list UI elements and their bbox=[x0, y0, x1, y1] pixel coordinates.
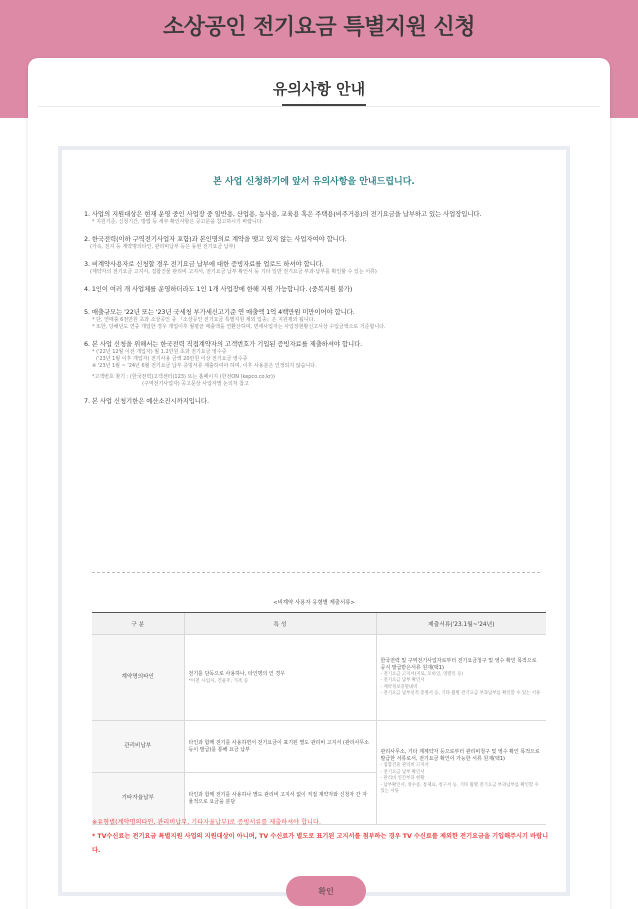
notice-item-4: 4. 1인이 여러 개 사업체를 운영하더라도 1인 1개 사업장에 한해 지원 가능합니다. (중복지원 불가) bbox=[84, 285, 353, 293]
row-type: 계약명의타인 bbox=[92, 635, 184, 721]
warning-text bbox=[92, 816, 552, 858]
table-row bbox=[92, 721, 546, 773]
row-trait: 타인과 함께 전기를 사용하면서 전기요금이 표기된 별도 관리비 고지서 (관리사무소 등이 발급)를 통해 요금 납부 bbox=[184, 721, 376, 773]
notice-item-6: 6. 본 사업 신청을 위해서는 한국전력 직접계약자의 고객번호가 기입된 증빙자료를 제출하셔야 합니다. * ('22년 12월 이전 개업자) 월 1.2만원 초과 전기요금 영수증 ('23년 1월 이후 개업자) 전기사용 금액 20만원 이상 전기요금 영수증 ※ '23년 1월 ~ '24년 6월 전기요금 납부 증빙서류 제출하여야 하며, 이후 사용분은 인정되지 않습니다. *고객번호 찾기 : (한국전력)고객센터(123) 또는 홈페이지 (한전ON (kepco.co.kr)) (구역전기사업자) 공고문상 사업자별 논의처 참고 bbox=[84, 340, 363, 387]
row-trait: 전기를 단독으로 사용하나, 타인명의 인 경우 *이전 사업자, 건물주, 가족 등 bbox=[184, 635, 376, 721]
warning-line-2: * TV수신료는 전기요금 특별지원 사업의 지원대상이 아니며, TV 수신료가 별도로 표기된 고지서를 첨부하는 경우 TV 수신료를 제외한 전기요금을 기입해주시기 바랍니다. bbox=[92, 833, 549, 854]
section-title: 유의사항 안내 bbox=[272, 80, 366, 98]
table-row bbox=[92, 635, 546, 721]
notice-item-5: 5. 매출규모는 '22년 또는 '23년 국세청 부가세신고기준 연 매출액 1억 4백만원 미만이어야 합니다. * 단, 연매출 6천만원 초과 소상공인 중 『소상공인 전기요금 특별지원 제외 업종』은 지원제외 됩니다. * 또한, 당해년도 연중 개업한 경우 개업이후 월평균 매출액을 연환산하며, 면세사업자는 사업장현황신고서상 수입금액으로 기준합니다. bbox=[84, 308, 386, 330]
row-docs: 관리사무소, 기타 계계약자 등으로부터 관리비청구 및 영수 확인 목적으로 발급한 서류로서, 전기요금 확인이 가능한 서류 원재(택1) - 집합건물 관리비 고지서 - 전기요금 납부 확인서 - 관리비 연간부과 현황 - 납부확인서, 영수증, 통제표, 청구서 등, 기타 월별 전기요금 부과납부를 확인할 수 있는 서류 bbox=[376, 721, 546, 825]
notice-card bbox=[28, 58, 610, 909]
divider bbox=[38, 106, 600, 107]
table-header: 구 분 bbox=[92, 613, 184, 635]
notice-item-7: 7. 본 사업 신청기한은 예산소진시까지입니다. bbox=[84, 397, 209, 405]
row-trait: 타인과 함께 전기를 사용하나 별도 관리비 고지서 없이 직접 계약자와 신청자 간 자율적으로 요금을 분담 bbox=[184, 773, 376, 825]
table-header-row bbox=[92, 613, 546, 635]
row-type: 기타자율납부 bbox=[92, 773, 184, 825]
dashed-divider bbox=[92, 572, 540, 573]
notice-item-3: 3. 비계약사용자로 신청할 경우 전기요금 납부에 대한 증빙자료를 업로드 하셔야 합니다. (계약자의 전기요금 고지서, 집합건물 관리비 고지서, 전기요금 납부 확인서 등 기타 일반 전기요금 부과·납부를 확인할 수 있는 서류) bbox=[84, 260, 377, 275]
table-caption: <비계약 사용자 유형별 제출서류> bbox=[273, 600, 355, 606]
page-title: 소상공인 전기요금 특별지원 신청 bbox=[162, 15, 475, 40]
title-underline bbox=[282, 104, 366, 106]
confirm-button[interactable]: 확인 bbox=[286, 876, 366, 906]
notice-item-1: 1. 사업의 지원대상은 현재 운영 중인 사업장 중 일반용, 산업용, 농사용, 교육용 혹은 주택용(비주거용)의 전기요금을 납부하고 있는 사업장입니다. * 지원기준, 신청기간, 방법 등 세부 확인사항은 공고문을 참고하시기 바랍니다. bbox=[84, 210, 482, 225]
notice-item-2: 2. 한국전력(이하 구역전기사업자 포함)과 본인명의로 계약을 맺고 있지 않는 사업자여야 합니다. (가속, 친지 등 계약명의타인, 관리비납부 등은 동현 전기요금 납부) bbox=[84, 235, 347, 250]
row-docs: 한국전력 및 구역전기사업자로부터 전기요금청구 및 영수 확인 목적으로 공식 발급받은서류 원재(택1) - 전기요금 고지서(지로, 모바일, 영렬특 등) - 전기요금 납부 확인서 - 계약정보증명내역 - 전기요금 납부실적 증명서 등, 기타 월별 전기요금 부과납부를 확인할 수 있는 서류 bbox=[376, 635, 546, 721]
table-header: 특 성 bbox=[184, 613, 376, 635]
warning-line-1: ※유형별(계약명의타인, 관리비납부, 기타자율납부)로 증빙서류를 제출하셔야 합니다. bbox=[92, 819, 321, 826]
notice-list bbox=[84, 210, 554, 415]
documents-table bbox=[92, 612, 546, 825]
notice-intro: 본 사업 신청하기에 앞서 유의사항을 안내드립니다. bbox=[213, 177, 415, 187]
row-type: 관리비납부 bbox=[92, 721, 184, 773]
notice-box[interactable] bbox=[58, 146, 570, 896]
table-header: 제출서류('23.1월~'24년) bbox=[376, 613, 546, 635]
